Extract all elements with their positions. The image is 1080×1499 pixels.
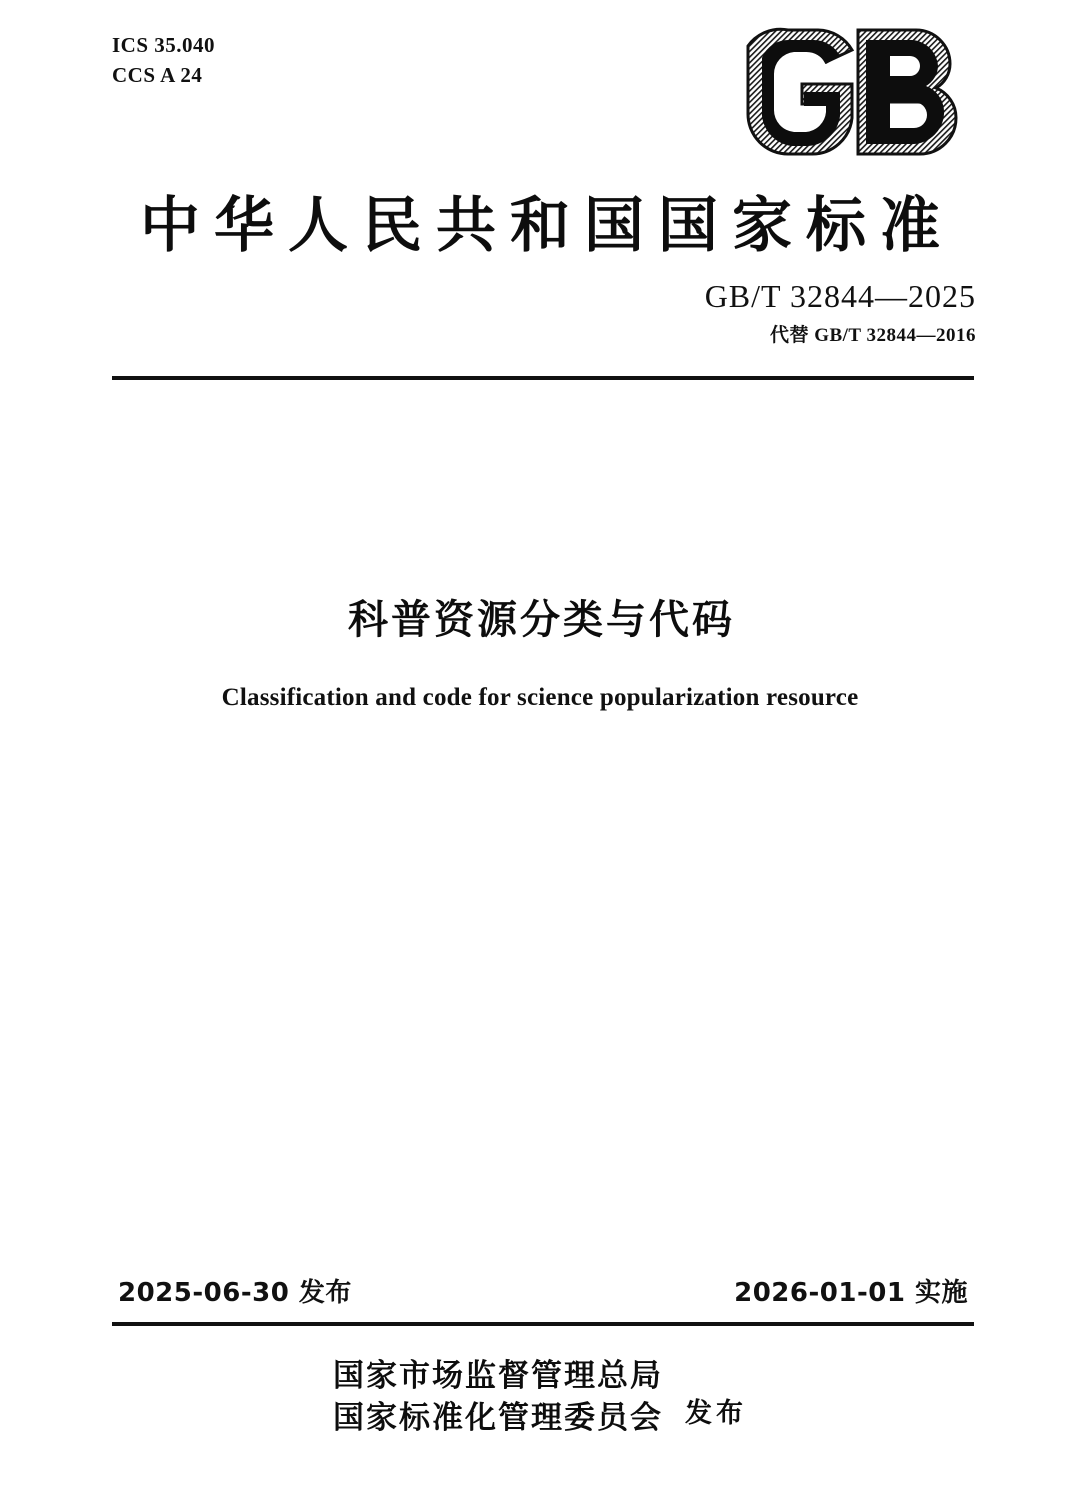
- standard-number: GB/T 32844—2025: [704, 278, 976, 314]
- ics-code: ICS 35.040: [112, 33, 216, 57]
- issuer-line-1: 国家市场监督管理总局: [333, 1358, 663, 1394]
- gb-emblem-icon: [740, 26, 972, 158]
- publish-date: 2025-06-30 发布: [118, 1278, 352, 1308]
- standard-replaces: 代替 GB/T 32844—2016: [769, 325, 976, 346]
- document-title-english: Classification and code for science popularization resource: [221, 684, 859, 711]
- ccs-code: CCS A 24: [112, 63, 203, 88]
- implementation-date: 2026-01-01 实施: [734, 1278, 968, 1308]
- header-divider: [112, 376, 974, 380]
- issuer-line-2: 国家标准化管理委员会: [333, 1399, 663, 1436]
- issuer-names: [333, 1356, 663, 1440]
- issuing-authorities: [0, 1356, 1080, 1440]
- national-standard-heading: 中华人民共和国国家标准: [140, 191, 954, 261]
- classification-codes: [112, 30, 215, 91]
- document-title-chinese: 科普资源分类与代码: [348, 597, 735, 643]
- footer-divider: [112, 1322, 974, 1326]
- issuer-action-label: 发布: [685, 1398, 747, 1430]
